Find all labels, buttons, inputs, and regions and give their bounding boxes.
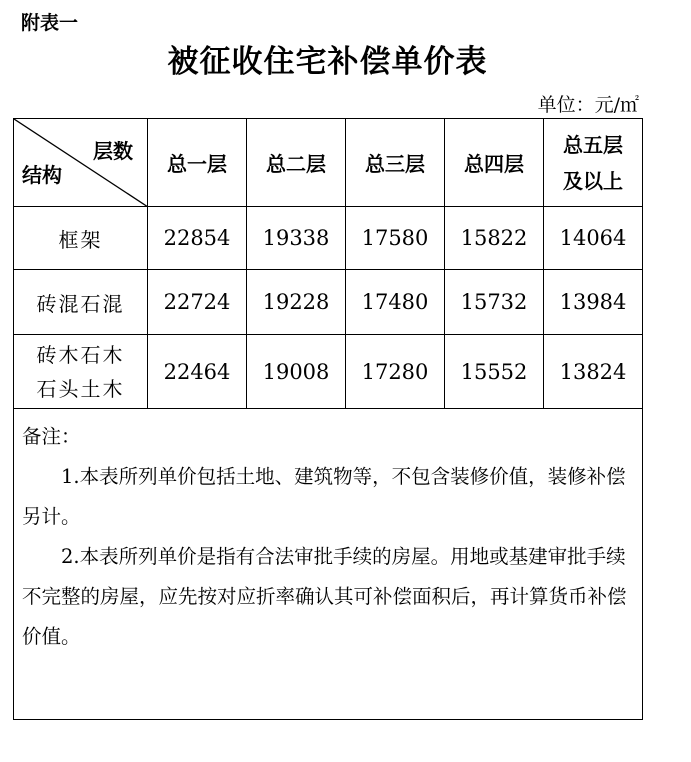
row-label-line: 石头土木 [36, 376, 125, 401]
table-cell: 13824 [544, 335, 643, 409]
notes-row [14, 409, 643, 720]
page-title: 被征收住宅补偿单价表 [167, 44, 488, 80]
note-item: 2.本表所列单价是指有合法审批手续的房屋。用地或基建审批手续不完整的房屋，应先按对应折率确认其可补偿面积后，再计算货币补偿价值。 [22, 545, 627, 648]
column-header [544, 119, 643, 207]
row-label-line: 砖木石木 [36, 342, 125, 367]
notes-cell [14, 409, 643, 720]
table-cell: 22724 [148, 270, 247, 335]
column-header: 总一层 [148, 119, 247, 207]
unit-label: 单位：元/㎡ [537, 94, 639, 116]
table-cell: 17580 [346, 207, 445, 270]
note-item: 1.本表所列单价包括土地、建筑物等，不包含装修价值，装修补偿另计。 [22, 465, 626, 528]
floors-header-label: 层数 [93, 139, 133, 163]
table-header-row [14, 119, 643, 207]
table-cell: 15732 [445, 270, 544, 335]
column-header: 总二层 [247, 119, 346, 207]
structure-header-label: 结构 [22, 163, 62, 187]
table-cell: 15552 [445, 335, 544, 409]
column-header: 总四层 [445, 119, 544, 207]
column-header-line: 总五层 [563, 132, 623, 157]
table-cell: 14064 [544, 207, 643, 270]
table-cell: 15822 [445, 207, 544, 270]
annex-label: 附表一 [21, 12, 79, 34]
table-row [14, 207, 643, 270]
table-cell: 22854 [148, 207, 247, 270]
row-label: 砖混石混 [14, 270, 148, 335]
table-cell: 17480 [346, 270, 445, 335]
row-label [14, 335, 148, 409]
table-row [14, 270, 643, 335]
table-row [14, 335, 643, 409]
table-cell: 17280 [346, 335, 445, 409]
row-label: 框架 [14, 207, 148, 270]
table-cell: 19228 [247, 270, 346, 335]
table-cell: 19338 [247, 207, 346, 270]
table-cell: 19008 [247, 335, 346, 409]
corner-header-cell [14, 119, 148, 207]
compensation-price-table [13, 118, 643, 720]
column-header: 总三层 [346, 119, 445, 207]
notes-heading: 备注： [22, 425, 81, 448]
table-cell: 13984 [544, 270, 643, 335]
table-cell: 22464 [148, 335, 247, 409]
column-header-line: 及以上 [563, 168, 623, 193]
